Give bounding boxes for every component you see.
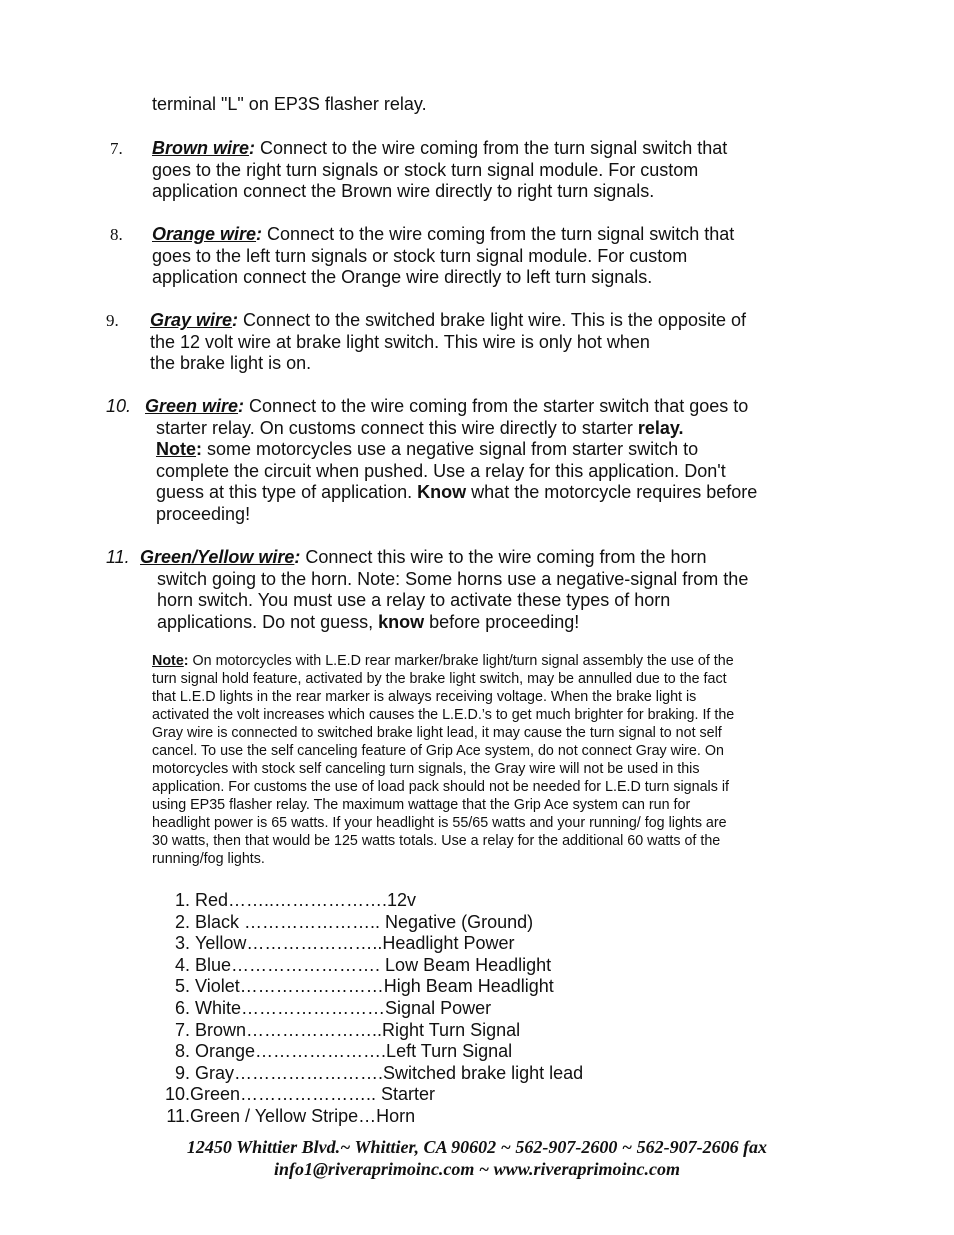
legend-text: Green / Yellow Stripe…Horn xyxy=(190,1105,416,1126)
legend-number: 4. xyxy=(174,954,190,975)
legend-number: 6. xyxy=(174,997,190,1018)
legend-row xyxy=(160,1041,583,1063)
continuation-text: terminal "L" on EP3S flasher relay. xyxy=(152,94,427,114)
note-line: that L.E.D lights in the rear marker is always receiving voltage. When the brake light is xyxy=(152,689,697,705)
legend-row xyxy=(160,976,583,998)
item-line: goes to the right turn signals or stock turn signal module. For custom xyxy=(152,159,699,180)
legend-number: 3. xyxy=(174,933,190,954)
item-text: applications. Do not guess, xyxy=(157,611,379,632)
item-line: switch going to the horn. Note: Some horns use a negative-signal from the xyxy=(157,568,749,589)
item-line xyxy=(156,418,684,440)
legend-row xyxy=(160,890,583,912)
note-text: On motorcycles with L.E.D rear marker/brake light/turn signal assembly the use of the xyxy=(188,653,734,669)
item-line xyxy=(140,547,707,569)
note-line: Gray wire is connected to switched brake light lead, it may cause the turn signal to not self xyxy=(152,725,722,741)
item-text: Connect this wire to the wire coming from the horn xyxy=(300,547,707,567)
note-label: Note xyxy=(156,439,196,459)
item-text: what the motorcycle requires before xyxy=(466,482,758,502)
note-line: application. For customs the use of load pack should not be needed for L.E.D turn signals if xyxy=(152,779,729,795)
legend-text: Red……..……………….12v xyxy=(195,890,417,910)
wire-label: Green/Yellow wire xyxy=(140,547,295,567)
item-number: 9. xyxy=(106,311,119,330)
item-line: goes to the left turn signals or stock turn signal module. For custom xyxy=(152,245,688,266)
item-text: Connect to the wire coming from the turn signal switch that xyxy=(262,224,735,244)
note-line: motorcycles with stock self canceling turn signals, the Gray wire will not be used in this xyxy=(152,761,700,777)
note-paragraph xyxy=(152,652,837,868)
note-line: headlight power is 65 watts. If your headlight is 55/65 watts and your running/ fog lights are xyxy=(152,815,727,831)
wire-label: Orange wire xyxy=(152,224,257,244)
item-line: the 12 volt wire at brake light switch. This wire is only hot when xyxy=(150,331,650,352)
wire-colon: : xyxy=(294,547,301,567)
note-line: activated the volt increases which causes the L.E.D.’s to get much brighter for braking. If the xyxy=(152,707,735,723)
item-text: guess at this type of application. xyxy=(156,482,418,502)
bold-text: Know xyxy=(417,482,467,502)
legend-row xyxy=(160,1020,583,1042)
legend-row xyxy=(160,955,583,977)
bold-text: know xyxy=(378,611,425,632)
legend-text: Yellow…………………..Headlight Power xyxy=(195,933,515,954)
legend-number: 10. xyxy=(164,1084,190,1105)
item-line xyxy=(152,224,734,246)
item-line: application connect the Orange wire directly to left turn signals. xyxy=(152,267,653,287)
legend-row xyxy=(160,1063,583,1085)
footer-address: 12450 Whittier Blvd.~ Whittier, CA 90602 ~ 562-907-2600 ~ 562-907-2606 fax xyxy=(186,1137,768,1157)
item-line xyxy=(156,439,698,461)
legend-number: 9. xyxy=(174,1062,190,1083)
item-number: 11. xyxy=(106,547,130,567)
wire-label: Green wire xyxy=(145,396,239,416)
wire-colon: : xyxy=(249,138,256,158)
legend-number: 1. xyxy=(174,890,190,910)
item-number: 7. xyxy=(110,139,123,158)
bold-text: relay. xyxy=(637,417,684,438)
legend-text: Orange………………….Left Turn Signal xyxy=(195,1041,513,1062)
item-line: horn switch. You must use a relay to activate these types of horn xyxy=(157,590,671,610)
wire-colon: : xyxy=(256,224,263,244)
note-line: 30 watts, then that would be 125 watts totals. Use a relay for the additional 60 watts of the xyxy=(152,833,721,849)
item-number: 10. xyxy=(106,396,132,416)
legend-row xyxy=(160,933,583,955)
wire-colon: : xyxy=(232,310,239,330)
legend-row xyxy=(160,1106,583,1128)
item-line: the brake light is on. xyxy=(150,353,312,373)
item-text: starter relay. On customs connect this wire directly to starter xyxy=(156,417,638,438)
legend-text: Blue……………………. Low Beam Headlight xyxy=(195,954,552,975)
wire-label: Gray wire xyxy=(150,310,233,330)
item-line: complete the circuit when pushed. Use a relay for this application. Don't xyxy=(156,460,726,481)
legend-text: Black ………………….. Negative (Ground) xyxy=(195,911,534,932)
legend-row xyxy=(160,998,583,1020)
legend-text: White……………………Signal Power xyxy=(195,997,492,1018)
item-line xyxy=(152,138,727,160)
item-line: proceeding! xyxy=(156,503,251,524)
legend-row xyxy=(160,912,583,934)
item-line xyxy=(157,612,579,634)
legend-number: 2. xyxy=(174,911,190,932)
wire-colon: : xyxy=(238,396,245,416)
note-colon: : xyxy=(196,439,202,459)
legend-text: Gray…………………….Switched brake light lead xyxy=(195,1062,584,1083)
legend-number: 7. xyxy=(174,1019,190,1040)
legend-row xyxy=(160,1084,583,1106)
note-line: turn signal hold feature, activated by the brake light switch, may be annulled due to the fact xyxy=(152,671,727,687)
legend-number: 11. xyxy=(166,1105,190,1126)
legend-number: 8. xyxy=(174,1041,190,1062)
note-label: Note xyxy=(152,653,184,669)
item-text: before proceeding! xyxy=(424,611,580,632)
note-line: running/fog lights. xyxy=(152,851,265,867)
item-text: Connect to the switched brake light wire. This is the opposite of xyxy=(238,310,746,330)
item-text: Connect to the wire coming from the turn signal switch that xyxy=(255,138,728,158)
note-line: cancel. To use the self canceling feature of Grip Ace system, do not connect Gray wire. On xyxy=(152,743,724,759)
note-line xyxy=(152,652,837,670)
item-text: Connect to the wire coming from the starter switch that goes to xyxy=(244,396,749,416)
item-text: some motorcycles use a negative signal from starter switch to xyxy=(202,439,699,459)
legend-text: Green………………….. Starter xyxy=(190,1084,436,1105)
item-line xyxy=(145,396,748,418)
wire-color-legend xyxy=(160,890,583,1128)
legend-text: Violet……………………High Beam Headlight xyxy=(195,976,554,997)
note-colon: : xyxy=(183,653,189,669)
legend-text: Brown…………………..Right Turn Signal xyxy=(195,1019,521,1040)
footer-contact: info1@riveraprimoinc.com ~ www.riveraprimoinc.com xyxy=(273,1159,681,1179)
legend-number: 5. xyxy=(174,976,190,997)
item-number: 8. xyxy=(110,225,123,244)
item-line: application connect the Brown wire directly to right turn signals. xyxy=(152,181,655,201)
item-line xyxy=(150,310,746,332)
wire-label: Brown wire xyxy=(152,138,250,158)
note-line: using EP35 flasher relay. The maximum wattage that the Grip Ace system can run for xyxy=(152,797,691,813)
item-line xyxy=(156,482,757,504)
